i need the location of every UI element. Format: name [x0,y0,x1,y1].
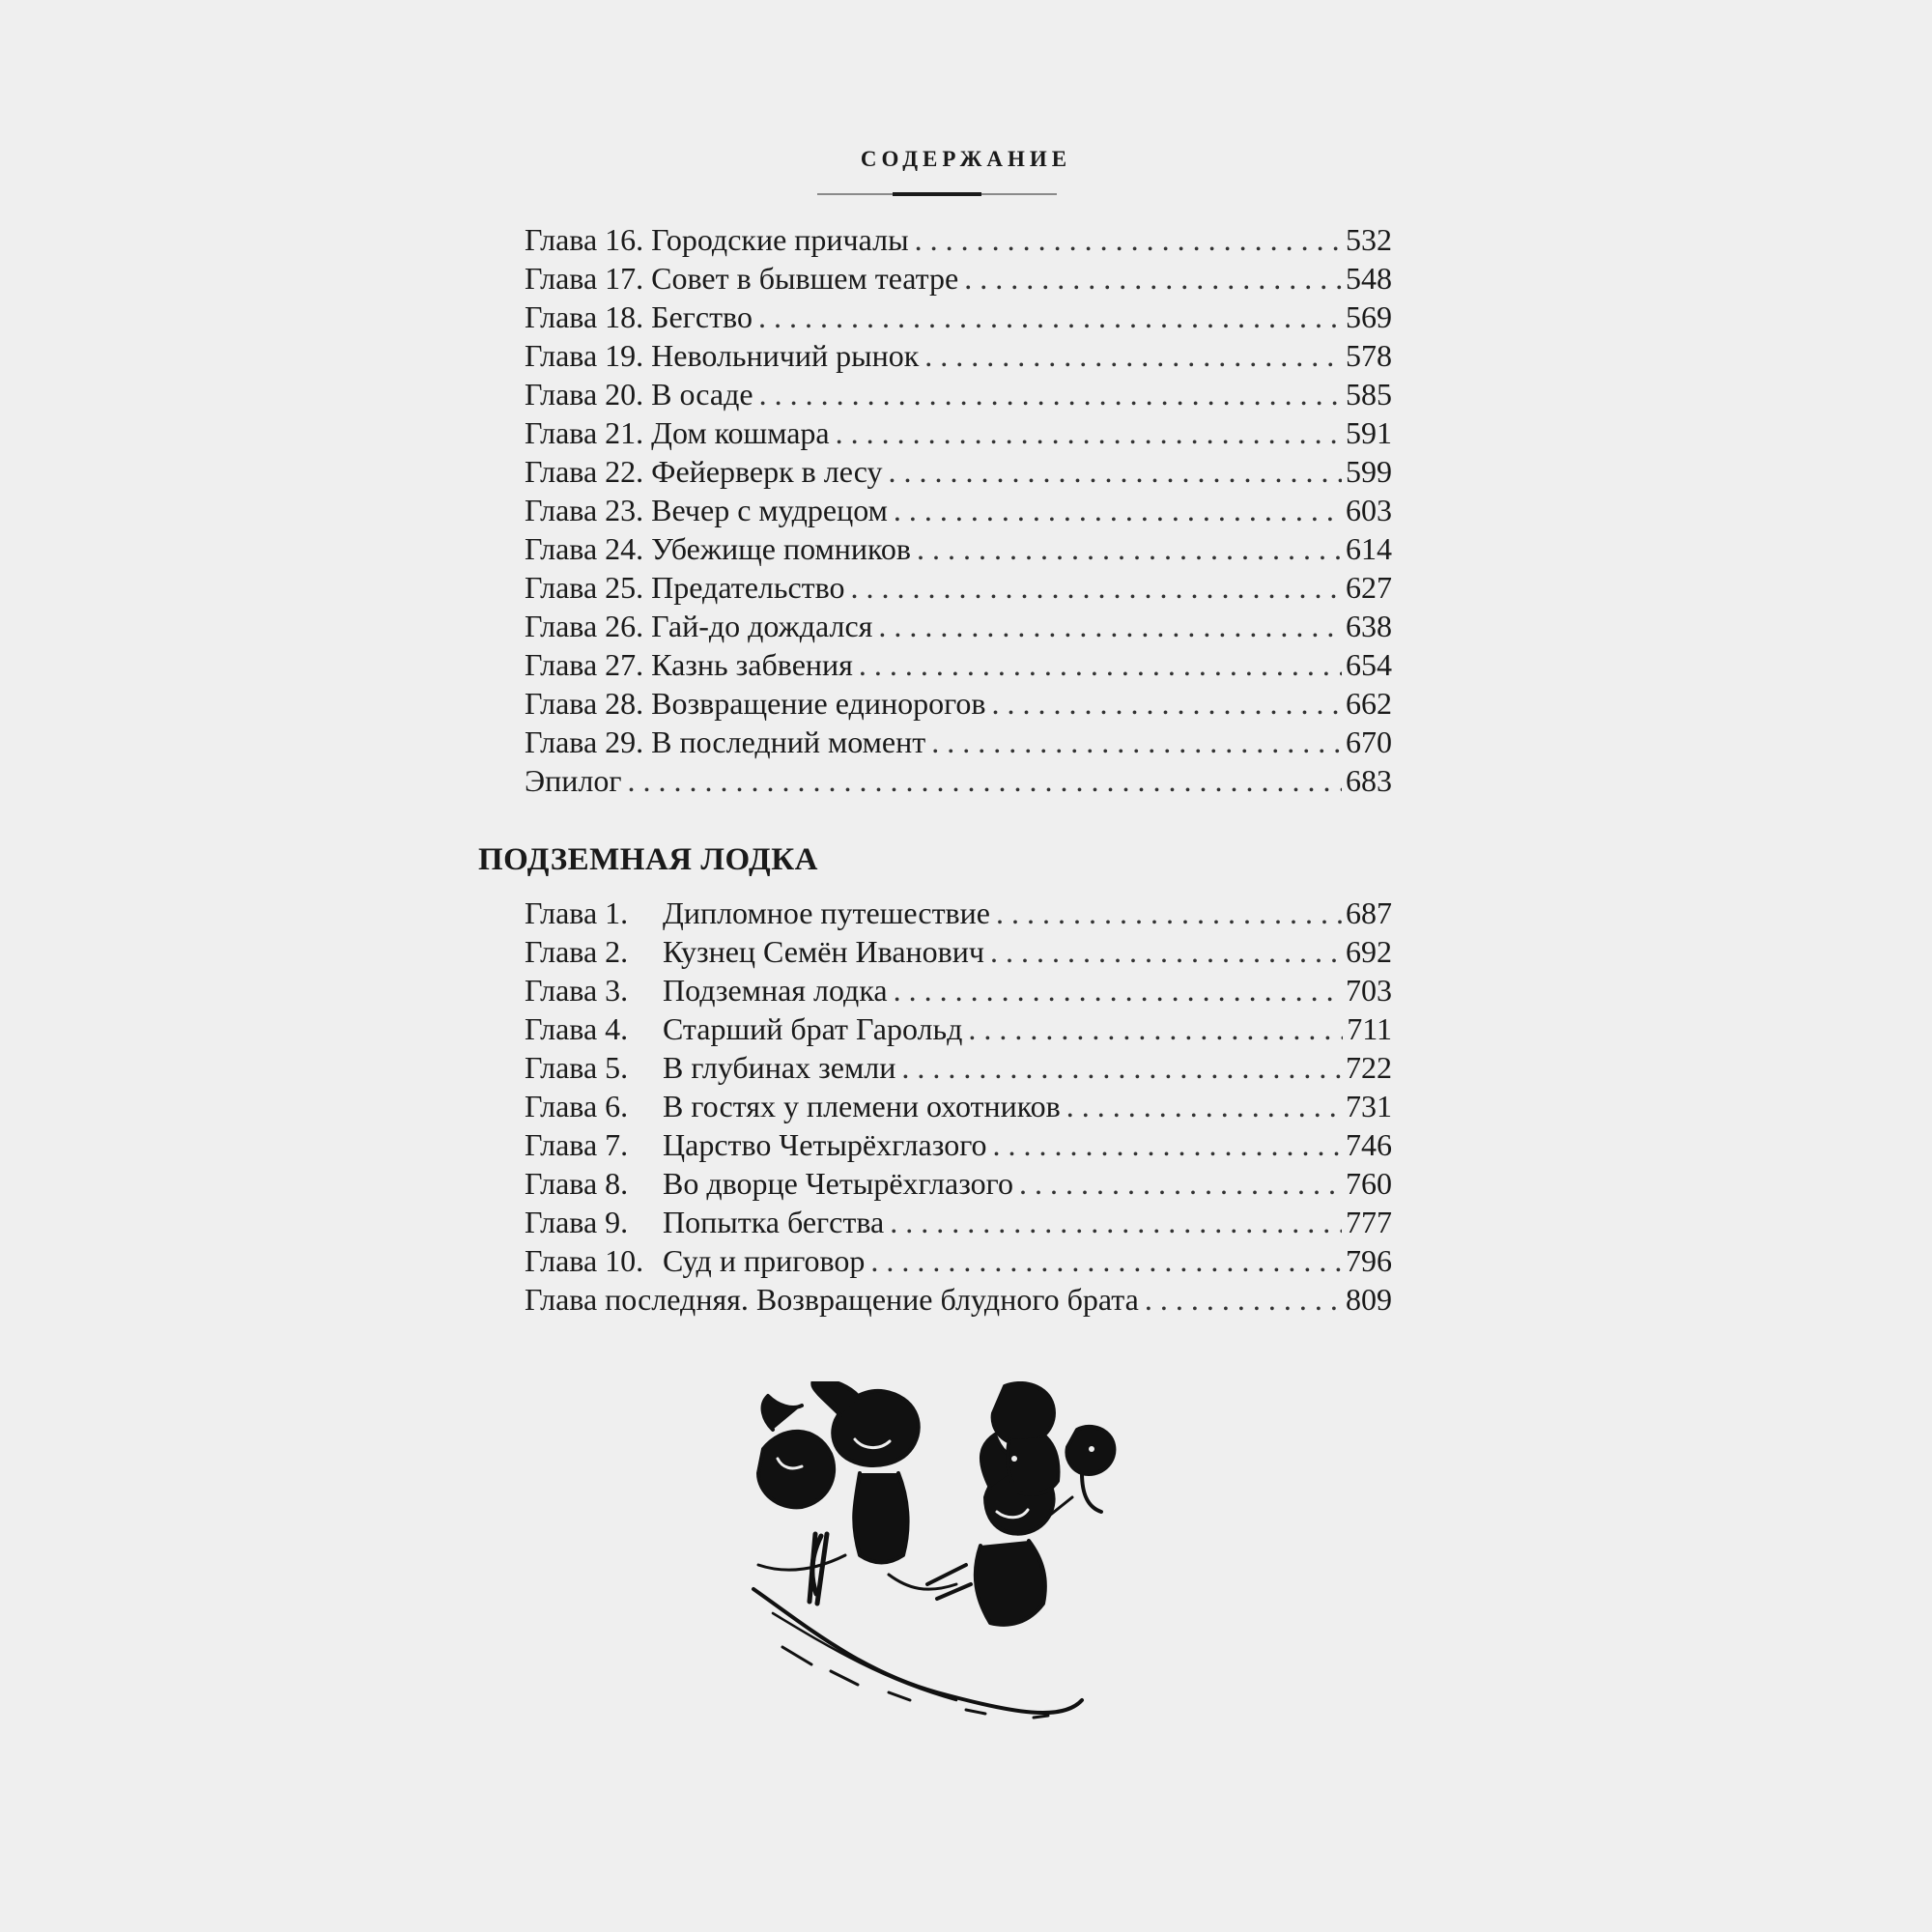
chapter-heading [525,1241,865,1280]
chapter-title: Глава 19. Невольничий рынок [525,338,920,373]
page-number: 683 [1346,763,1392,798]
chapter-heading [525,1164,1013,1203]
chapter-number: Глава 4. [525,1011,629,1046]
chapter-heading [525,894,990,932]
running-head: СОДЕРЖАНИЕ [860,147,1072,171]
chapter-title: Глава 23. Вечер с мудрецом [525,493,888,527]
page-number: 711 [1347,1011,1392,1046]
chapter-title: Подземная лодка [663,973,888,1008]
toc-entry[interactable] [525,1048,1392,1087]
chapter-heading [525,1009,962,1048]
page-number: 578 [1346,338,1392,373]
page-number: 569 [1346,299,1392,334]
page-number: 662 [1346,686,1392,721]
page-number: 532 [1346,222,1392,257]
toc-entry[interactable] [525,1009,1392,1048]
chapter-title: Глава 24. Убежище помников [525,531,911,566]
chapter-number: Глава 8. [525,1166,629,1201]
chapter-number: Глава 5. [525,1050,629,1085]
chapter-title: Старший брат Гарольд [663,1011,963,1046]
toc-part-2 [525,894,1392,1319]
chapter-number: Глава 3. [525,973,629,1008]
chapter-title: Глава 25. Предательство [525,570,845,605]
chapter-number: Глава 1. [525,895,629,930]
page-number: 548 [1346,261,1392,296]
chapter-heading [525,1048,895,1087]
chapter-title: Дипломное путешествие [663,895,990,930]
chapter-heading [525,1125,987,1164]
toc-entry[interactable] [525,220,1392,259]
chapter-title: Глава 29. В последний момент [525,724,926,759]
toc-entry[interactable] [525,1164,1392,1203]
chapter-number: Глава 7. [525,1127,629,1162]
chapter-title: Глава последняя. Возвращение блудного брата [525,1282,1139,1317]
toc-entry[interactable] [525,684,1392,723]
page-number: 692 [1346,934,1392,969]
toc-part-1 [525,220,1392,800]
chapter-title: Глава 17. Совет в бывшем театре [525,261,959,296]
chapter-heading [525,971,888,1009]
toc-entry[interactable] [525,375,1392,413]
chapter-title: Глава 28. Возвращение единорогов [525,686,986,721]
toc-entry[interactable] [525,894,1392,932]
chapter-heading [525,932,984,971]
chapter-title: Глава 21. Дом кошмара [525,415,830,450]
toc-entry-last[interactable] [525,1280,1392,1319]
chapter-title: Глава 20. В осаде [525,377,753,412]
page-number: 687 [1346,895,1392,930]
page-number: 796 [1346,1243,1392,1278]
page-number: 591 [1346,415,1392,450]
toc-entry[interactable] [525,1241,1392,1280]
toc-entry[interactable] [525,723,1392,761]
chapter-title: В гостях у племени охотников [663,1089,1061,1123]
page-number: 731 [1346,1089,1392,1123]
chapter-number: Глава 6. [525,1089,629,1123]
toc-entry[interactable] [525,607,1392,645]
toc-entry[interactable] [525,529,1392,568]
page-number: 614 [1346,531,1392,566]
toc-entry[interactable] [525,645,1392,684]
toc-entry[interactable] [525,413,1392,452]
chapter-title: Глава 22. Фейерверк в лесу [525,454,883,489]
chapter-title: Глава 26. Гай-до дождался [525,609,873,643]
toc-entry[interactable] [525,971,1392,1009]
page-number: 777 [1346,1205,1392,1239]
toc-entry[interactable] [525,259,1392,298]
page-number: 760 [1346,1166,1392,1201]
chapter-title: Кузнец Семён Иванович [663,934,984,969]
toc-entry[interactable] [525,1203,1392,1241]
page-number: 654 [1346,647,1392,682]
chapter-heading [525,1203,884,1241]
chapter-title: Царство Четырёхглазого [663,1127,987,1162]
page-number: 670 [1346,724,1392,759]
section-title: ПОДЗЕМНАЯ ЛОДКА [478,842,818,877]
gnomes-illustration-icon [744,1381,1130,1734]
toc-entry[interactable] [525,1087,1392,1125]
chapter-heading [525,1087,1061,1125]
chapter-title: Суд и приговор [663,1243,866,1278]
toc-entry[interactable] [525,452,1392,491]
chapter-title: Глава 27. Казнь забвения [525,647,853,682]
head-rule-accent [893,192,981,196]
toc-entry-epilogue[interactable] [525,761,1392,800]
page-number: 703 [1346,973,1392,1008]
toc-entry[interactable] [525,298,1392,336]
page-number: 599 [1346,454,1392,489]
page-number: 603 [1346,493,1392,527]
page-number: 722 [1346,1050,1392,1085]
chapter-heading [525,1280,1139,1319]
toc-entry[interactable] [525,568,1392,607]
chapter-title: Эпилог [525,763,622,798]
page-number: 638 [1346,609,1392,643]
page-number: 627 [1346,570,1392,605]
chapter-title: В глубинах земли [663,1050,896,1085]
toc-entry[interactable] [525,491,1392,529]
page-number: 746 [1346,1127,1392,1162]
page-number: 585 [1346,377,1392,412]
toc-entry[interactable] [525,336,1392,375]
chapter-title: Во дворце Четырёхглазого [663,1166,1013,1201]
page-number: 809 [1346,1282,1392,1317]
chapter-title: Глава 18. Бегство [525,299,753,334]
chapter-title: Глава 16. Городские причалы [525,222,909,257]
toc-entry[interactable] [525,1125,1392,1164]
toc-entry[interactable] [525,932,1392,971]
chapter-number: Глава 2. [525,934,629,969]
chapter-number: Глава 9. [525,1205,629,1239]
chapter-number: Глава 10. [525,1243,644,1278]
chapter-title: Попытка бегства [663,1205,885,1239]
